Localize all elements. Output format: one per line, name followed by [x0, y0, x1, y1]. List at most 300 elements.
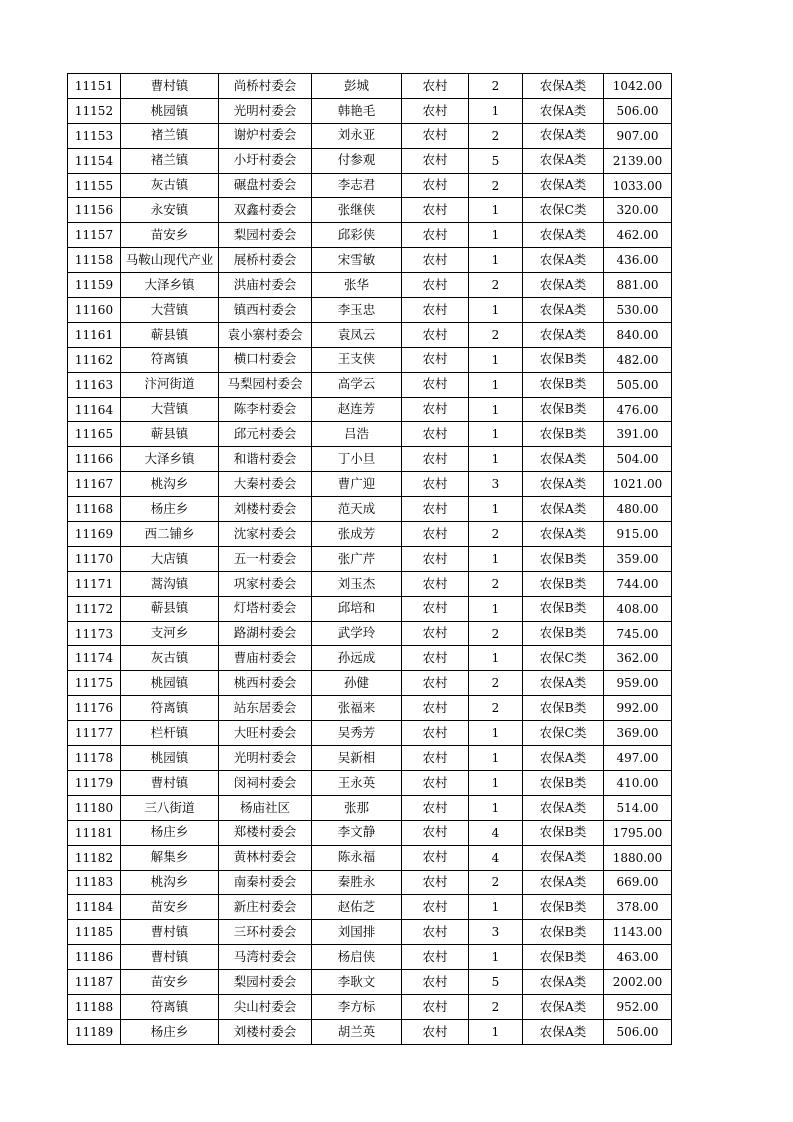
amount-cell: 907.00: [604, 123, 672, 148]
household-count-cell: 5: [469, 970, 523, 995]
area-type-cell: 农村: [402, 397, 469, 422]
record-id-cell: 11170: [68, 546, 121, 571]
insurance-category-cell: 农保B类: [523, 372, 604, 397]
amount-cell: 952.00: [604, 994, 672, 1019]
village-committee-cell: 灯塔村委会: [219, 596, 312, 621]
amount-cell: 530.00: [604, 298, 672, 323]
record-id-cell: 11184: [68, 895, 121, 920]
township-cell: 苗安乡: [121, 223, 219, 248]
amount-cell: 476.00: [604, 397, 672, 422]
area-type-cell: 农村: [402, 472, 469, 497]
record-id-cell: 11182: [68, 845, 121, 870]
area-type-cell: 农村: [402, 895, 469, 920]
household-count-cell: 1: [469, 447, 523, 472]
village-committee-cell: 沈家村委会: [219, 522, 312, 547]
village-committee-cell: 镇西村委会: [219, 298, 312, 323]
amount-cell: 1880.00: [604, 845, 672, 870]
record-id-cell: 11181: [68, 820, 121, 845]
household-count-cell: 3: [469, 472, 523, 497]
person-name-cell: 丁小旦: [312, 447, 402, 472]
household-count-cell: 5: [469, 148, 523, 173]
area-type-cell: 农村: [402, 198, 469, 223]
village-committee-cell: 闵祠村委会: [219, 770, 312, 795]
insurance-category-cell: 农保B类: [523, 596, 604, 621]
township-cell: 三八街道: [121, 795, 219, 820]
area-type-cell: 农村: [402, 696, 469, 721]
township-cell: 桃园镇: [121, 98, 219, 123]
village-committee-cell: 双鑫村委会: [219, 198, 312, 223]
person-name-cell: 范天成: [312, 497, 402, 522]
village-committee-cell: 马梨园村委会: [219, 372, 312, 397]
person-name-cell: 韩艳毛: [312, 98, 402, 123]
township-cell: 褚兰镇: [121, 123, 219, 148]
village-committee-cell: 刘楼村委会: [219, 497, 312, 522]
insurance-category-cell: 农保A类: [523, 845, 604, 870]
area-type-cell: 农村: [402, 123, 469, 148]
area-type-cell: 农村: [402, 596, 469, 621]
township-cell: 曹村镇: [121, 770, 219, 795]
amount-cell: 881.00: [604, 273, 672, 298]
household-count-cell: 1: [469, 347, 523, 372]
area-type-cell: 农村: [402, 322, 469, 347]
table-row: [68, 845, 672, 870]
table-row: [68, 696, 672, 721]
amount-cell: 505.00: [604, 372, 672, 397]
amount-cell: 1042.00: [604, 74, 672, 99]
township-cell: 桃园镇: [121, 746, 219, 771]
table-row: [68, 397, 672, 422]
insurance-category-cell: 农保B类: [523, 422, 604, 447]
township-cell: 大营镇: [121, 298, 219, 323]
table-row: [68, 795, 672, 820]
township-cell: 符离镇: [121, 347, 219, 372]
person-name-cell: 孙健: [312, 671, 402, 696]
amount-cell: 744.00: [604, 571, 672, 596]
township-cell: 杨庄乡: [121, 497, 219, 522]
amount-cell: 436.00: [604, 248, 672, 273]
area-type-cell: 农村: [402, 571, 469, 596]
area-type-cell: 农村: [402, 671, 469, 696]
household-count-cell: 1: [469, 1019, 523, 1044]
household-count-cell: 1: [469, 596, 523, 621]
record-id-cell: 11159: [68, 273, 121, 298]
village-committee-cell: 邱元村委会: [219, 422, 312, 447]
insurance-category-cell: 农保A类: [523, 98, 604, 123]
village-committee-cell: 梨园村委会: [219, 970, 312, 995]
record-id-cell: 11179: [68, 770, 121, 795]
amount-cell: 504.00: [604, 447, 672, 472]
insurance-category-cell: 农保A类: [523, 123, 604, 148]
record-id-cell: 11176: [68, 696, 121, 721]
amount-cell: 482.00: [604, 347, 672, 372]
area-type-cell: 农村: [402, 273, 469, 298]
amount-cell: 840.00: [604, 322, 672, 347]
household-count-cell: 1: [469, 422, 523, 447]
household-count-cell: 1: [469, 795, 523, 820]
person-name-cell: 杨启侠: [312, 945, 402, 970]
record-id-cell: 11172: [68, 596, 121, 621]
household-count-cell: 1: [469, 98, 523, 123]
household-count-cell: 1: [469, 895, 523, 920]
amount-cell: 391.00: [604, 422, 672, 447]
village-committee-cell: 小圩村委会: [219, 148, 312, 173]
household-count-cell: 2: [469, 173, 523, 198]
amount-cell: 320.00: [604, 198, 672, 223]
area-type-cell: 农村: [402, 148, 469, 173]
person-name-cell: 秦胜永: [312, 870, 402, 895]
table-row: [68, 1019, 672, 1044]
household-count-cell: 2: [469, 571, 523, 596]
table-body: [68, 74, 672, 1045]
record-id-cell: 11157: [68, 223, 121, 248]
table-row: [68, 522, 672, 547]
person-name-cell: 吕浩: [312, 422, 402, 447]
amount-cell: 480.00: [604, 497, 672, 522]
township-cell: 符离镇: [121, 696, 219, 721]
insurance-category-cell: 农保A类: [523, 472, 604, 497]
township-cell: 栏杆镇: [121, 721, 219, 746]
village-committee-cell: 站东居委会: [219, 696, 312, 721]
household-count-cell: 1: [469, 770, 523, 795]
insurance-category-cell: 农保A类: [523, 447, 604, 472]
person-name-cell: 武学玲: [312, 621, 402, 646]
township-cell: 西二铺乡: [121, 522, 219, 547]
village-committee-cell: 大旺村委会: [219, 721, 312, 746]
insurance-category-cell: 农保A类: [523, 173, 604, 198]
person-name-cell: 袁凤云: [312, 322, 402, 347]
table-row: [68, 472, 672, 497]
person-name-cell: 陈永福: [312, 845, 402, 870]
insurance-category-cell: 农保A类: [523, 322, 604, 347]
village-committee-cell: 曹庙村委会: [219, 646, 312, 671]
person-name-cell: 吴秀芳: [312, 721, 402, 746]
area-type-cell: 农村: [402, 621, 469, 646]
area-type-cell: 农村: [402, 820, 469, 845]
area-type-cell: 农村: [402, 970, 469, 995]
township-cell: 灰古镇: [121, 173, 219, 198]
household-count-cell: 2: [469, 273, 523, 298]
record-id-cell: 11187: [68, 970, 121, 995]
record-id-cell: 11183: [68, 870, 121, 895]
village-committee-cell: 路湖村委会: [219, 621, 312, 646]
household-count-cell: 1: [469, 646, 523, 671]
person-name-cell: 刘永亚: [312, 123, 402, 148]
insurance-category-cell: 农保B类: [523, 920, 604, 945]
township-cell: 桃园镇: [121, 671, 219, 696]
insurance-category-cell: 农保B类: [523, 895, 604, 920]
person-name-cell: 彭城: [312, 74, 402, 99]
amount-cell: 362.00: [604, 646, 672, 671]
township-cell: 褚兰镇: [121, 148, 219, 173]
table-row: [68, 621, 672, 646]
area-type-cell: 农村: [402, 248, 469, 273]
area-type-cell: 农村: [402, 845, 469, 870]
township-cell: 蒿沟镇: [121, 571, 219, 596]
person-name-cell: 李文静: [312, 820, 402, 845]
insurance-category-cell: 农保C类: [523, 721, 604, 746]
village-committee-cell: 陈李村委会: [219, 397, 312, 422]
household-count-cell: 3: [469, 920, 523, 945]
village-committee-cell: 巩家村委会: [219, 571, 312, 596]
village-committee-cell: 光明村委会: [219, 746, 312, 771]
record-id-cell: 11177: [68, 721, 121, 746]
village-committee-cell: 三环村委会: [219, 920, 312, 945]
record-id-cell: 11174: [68, 646, 121, 671]
village-committee-cell: 展桥村委会: [219, 248, 312, 273]
amount-cell: 669.00: [604, 870, 672, 895]
amount-cell: 992.00: [604, 696, 672, 721]
township-cell: 杨庄乡: [121, 1019, 219, 1044]
person-name-cell: 付参观: [312, 148, 402, 173]
area-type-cell: 农村: [402, 1019, 469, 1044]
township-cell: 蕲县镇: [121, 596, 219, 621]
person-name-cell: 王支侠: [312, 347, 402, 372]
village-committee-cell: 梨园村委会: [219, 223, 312, 248]
amount-cell: 506.00: [604, 98, 672, 123]
record-id-cell: 11173: [68, 621, 121, 646]
area-type-cell: 农村: [402, 173, 469, 198]
township-cell: 汴河街道: [121, 372, 219, 397]
record-id-cell: 11189: [68, 1019, 121, 1044]
household-count-cell: 1: [469, 248, 523, 273]
area-type-cell: 农村: [402, 447, 469, 472]
household-count-cell: 2: [469, 74, 523, 99]
person-name-cell: 邱培和: [312, 596, 402, 621]
person-name-cell: 王永英: [312, 770, 402, 795]
village-committee-cell: 尖山村委会: [219, 994, 312, 1019]
table-row: [68, 920, 672, 945]
township-cell: 桃沟乡: [121, 472, 219, 497]
township-cell: 永安镇: [121, 198, 219, 223]
table-row: [68, 148, 672, 173]
township-cell: 苗安乡: [121, 970, 219, 995]
person-name-cell: 李耿文: [312, 970, 402, 995]
record-id-cell: 11162: [68, 347, 121, 372]
area-type-cell: 农村: [402, 74, 469, 99]
person-name-cell: 张广芹: [312, 546, 402, 571]
village-committee-cell: 杨庙社区: [219, 795, 312, 820]
village-committee-cell: 洪庙村委会: [219, 273, 312, 298]
insurance-category-cell: 农保B类: [523, 770, 604, 795]
area-type-cell: 农村: [402, 795, 469, 820]
township-cell: 蕲县镇: [121, 322, 219, 347]
area-type-cell: 农村: [402, 347, 469, 372]
table-row: [68, 497, 672, 522]
record-id-cell: 11167: [68, 472, 121, 497]
insurance-category-cell: 农保A类: [523, 746, 604, 771]
table-row: [68, 74, 672, 99]
table-row: [68, 870, 672, 895]
table-row: [68, 173, 672, 198]
table-row: [68, 223, 672, 248]
insurance-category-cell: 农保A类: [523, 74, 604, 99]
township-cell: 曹村镇: [121, 945, 219, 970]
insurance-category-cell: 农保A类: [523, 522, 604, 547]
village-committee-cell: 横口村委会: [219, 347, 312, 372]
person-name-cell: 张那: [312, 795, 402, 820]
household-count-cell: 1: [469, 397, 523, 422]
amount-cell: 1795.00: [604, 820, 672, 845]
area-type-cell: 农村: [402, 497, 469, 522]
record-id-cell: 11154: [68, 148, 121, 173]
township-cell: 灰古镇: [121, 646, 219, 671]
record-id-cell: 11164: [68, 397, 121, 422]
record-id-cell: 11175: [68, 671, 121, 696]
village-committee-cell: 袁小寨村委会: [219, 322, 312, 347]
person-name-cell: 高学云: [312, 372, 402, 397]
township-cell: 曹村镇: [121, 74, 219, 99]
person-name-cell: 张成芳: [312, 522, 402, 547]
table-row: [68, 671, 672, 696]
table-row: [68, 422, 672, 447]
record-id-cell: 11156: [68, 198, 121, 223]
amount-cell: 2139.00: [604, 148, 672, 173]
person-name-cell: 吴新相: [312, 746, 402, 771]
village-committee-cell: 南秦村委会: [219, 870, 312, 895]
area-type-cell: 农村: [402, 770, 469, 795]
township-cell: 苗安乡: [121, 895, 219, 920]
record-id-cell: 11166: [68, 447, 121, 472]
household-count-cell: 1: [469, 497, 523, 522]
village-committee-cell: 尚桥村委会: [219, 74, 312, 99]
table-row: [68, 347, 672, 372]
person-name-cell: 曹广迎: [312, 472, 402, 497]
area-type-cell: 农村: [402, 920, 469, 945]
insurance-category-cell: 农保A类: [523, 870, 604, 895]
area-type-cell: 农村: [402, 646, 469, 671]
insurance-category-cell: 农保A类: [523, 1019, 604, 1044]
table-row: [68, 746, 672, 771]
record-id-cell: 11169: [68, 522, 121, 547]
area-type-cell: 农村: [402, 422, 469, 447]
table-row: [68, 571, 672, 596]
insurance-category-cell: 农保A类: [523, 223, 604, 248]
table-row: [68, 596, 672, 621]
amount-cell: 1143.00: [604, 920, 672, 945]
insurance-category-cell: 农保C类: [523, 646, 604, 671]
insurance-category-cell: 农保A类: [523, 994, 604, 1019]
village-committee-cell: 黄林村委会: [219, 845, 312, 870]
record-id-cell: 11188: [68, 994, 121, 1019]
record-id-cell: 11152: [68, 98, 121, 123]
insurance-category-cell: 农保A类: [523, 497, 604, 522]
amount-cell: 410.00: [604, 770, 672, 795]
table-row: [68, 646, 672, 671]
person-name-cell: 赵佑芝: [312, 895, 402, 920]
township-cell: 支河乡: [121, 621, 219, 646]
area-type-cell: 农村: [402, 945, 469, 970]
area-type-cell: 农村: [402, 372, 469, 397]
person-name-cell: 刘玉杰: [312, 571, 402, 596]
amount-cell: 408.00: [604, 596, 672, 621]
township-cell: 蕲县镇: [121, 422, 219, 447]
person-name-cell: 胡兰英: [312, 1019, 402, 1044]
village-committee-cell: 和谐村委会: [219, 447, 312, 472]
insurance-category-cell: 农保B类: [523, 546, 604, 571]
township-cell: 大泽乡镇: [121, 273, 219, 298]
insurance-category-cell: 农保B类: [523, 820, 604, 845]
insurance-category-cell: 农保B类: [523, 397, 604, 422]
amount-cell: 462.00: [604, 223, 672, 248]
household-count-cell: 1: [469, 721, 523, 746]
area-type-cell: 农村: [402, 98, 469, 123]
area-type-cell: 农村: [402, 223, 469, 248]
insurance-category-cell: 农保C类: [523, 198, 604, 223]
township-cell: 大店镇: [121, 546, 219, 571]
table-row: [68, 447, 672, 472]
village-committee-cell: 大秦村委会: [219, 472, 312, 497]
table-row: [68, 372, 672, 397]
table-row: [68, 721, 672, 746]
township-cell: 桃沟乡: [121, 870, 219, 895]
household-count-cell: 2: [469, 123, 523, 148]
person-name-cell: 李方标: [312, 994, 402, 1019]
village-committee-cell: 马湾村委会: [219, 945, 312, 970]
person-name-cell: 刘国排: [312, 920, 402, 945]
household-count-cell: 4: [469, 845, 523, 870]
household-count-cell: 2: [469, 994, 523, 1019]
area-type-cell: 农村: [402, 721, 469, 746]
record-id-cell: 11171: [68, 571, 121, 596]
insurance-category-cell: 农保B类: [523, 571, 604, 596]
table-row: [68, 98, 672, 123]
record-id-cell: 11186: [68, 945, 121, 970]
table-row: [68, 123, 672, 148]
table-row: [68, 770, 672, 795]
person-name-cell: 邱彩侠: [312, 223, 402, 248]
household-count-cell: 2: [469, 322, 523, 347]
amount-cell: 359.00: [604, 546, 672, 571]
household-count-cell: 2: [469, 696, 523, 721]
person-name-cell: 张继侠: [312, 198, 402, 223]
record-id-cell: 11178: [68, 746, 121, 771]
amount-cell: 497.00: [604, 746, 672, 771]
table-row: [68, 970, 672, 995]
amount-cell: 1033.00: [604, 173, 672, 198]
amount-cell: 2002.00: [604, 970, 672, 995]
household-count-cell: 2: [469, 671, 523, 696]
village-committee-cell: 新庄村委会: [219, 895, 312, 920]
household-count-cell: 2: [469, 621, 523, 646]
record-id-cell: 11185: [68, 920, 121, 945]
insurance-category-cell: 农保B类: [523, 945, 604, 970]
person-name-cell: 张福来: [312, 696, 402, 721]
record-id-cell: 11151: [68, 74, 121, 99]
record-id-cell: 11161: [68, 322, 121, 347]
record-id-cell: 11163: [68, 372, 121, 397]
area-type-cell: 农村: [402, 298, 469, 323]
area-type-cell: 农村: [402, 746, 469, 771]
household-count-cell: 2: [469, 522, 523, 547]
village-committee-cell: 郑楼村委会: [219, 820, 312, 845]
insurance-category-cell: 农保B类: [523, 696, 604, 721]
township-cell: 大营镇: [121, 397, 219, 422]
amount-cell: 369.00: [604, 721, 672, 746]
area-type-cell: 农村: [402, 546, 469, 571]
record-id-cell: 11165: [68, 422, 121, 447]
village-committee-cell: 刘楼村委会: [219, 1019, 312, 1044]
township-cell: 杨庄乡: [121, 820, 219, 845]
village-committee-cell: 光明村委会: [219, 98, 312, 123]
township-cell: 符离镇: [121, 994, 219, 1019]
person-name-cell: 宋雪敏: [312, 248, 402, 273]
insurance-category-cell: 农保A类: [523, 148, 604, 173]
insurance-category-cell: 农保A类: [523, 671, 604, 696]
insurance-category-cell: 农保B类: [523, 621, 604, 646]
record-id-cell: 11158: [68, 248, 121, 273]
household-count-cell: 1: [469, 372, 523, 397]
village-committee-cell: 五一村委会: [219, 546, 312, 571]
